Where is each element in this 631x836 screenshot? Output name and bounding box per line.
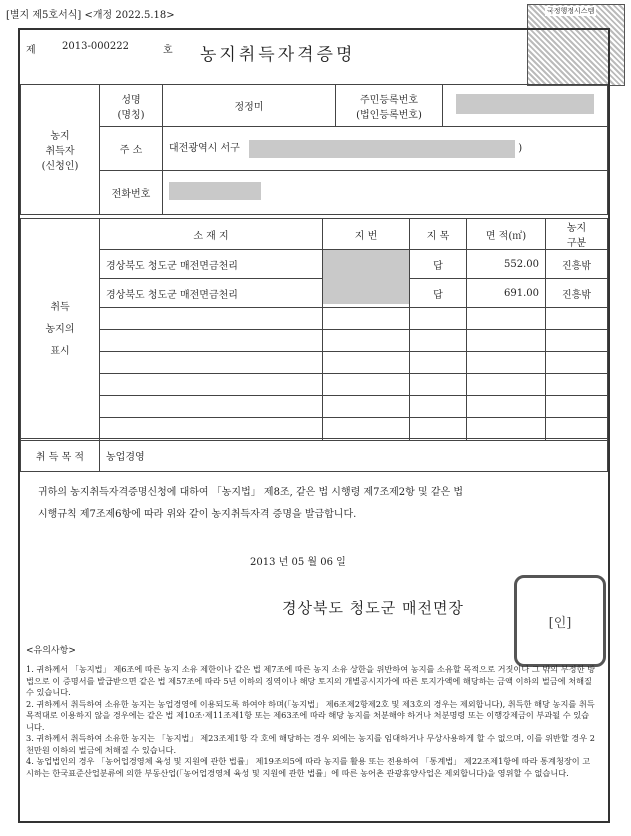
redacted-phone — [169, 182, 261, 200]
issue-date: 2013 년 05 월 06 일 — [250, 557, 346, 568]
cert-number: 2013-000222 — [62, 41, 130, 52]
name-label: 성명 (명칭) — [100, 85, 163, 127]
header-location: 소 재 지 — [100, 219, 323, 250]
notes-list — [26, 664, 596, 779]
table-row-empty — [21, 308, 608, 330]
note-item: 1. 귀하께서 「농지법」 제6조에 따른 농지 소유 제한이나 같은 법 제7조에 따른 농지 소유 상한을 위반하여 농지를 소유할 목적으로 거짓이나 그 밖의 부정한 방법으로 이 증명서를 발급받으면 같은 법 제57조에 따라 5년 이하의 징역이나 해당 토지의 개별공시지가에 따른 토지가액에 해당하는 금액 이하의 벌금에 처해질 수 있습니다. — [26, 664, 596, 697]
phone-label: 전화번호 — [100, 171, 163, 215]
form-label: [별지 제5호서식] <개정 2022.5.18> — [6, 10, 175, 21]
row-category: 답 — [410, 250, 467, 279]
body-text-line2: 시행규칙 제7조제6항에 따라 위와 같이 농지취득자격 증명을 발급합니다. — [38, 509, 357, 520]
row-location: 경상북도 청도군 매전면금천리 — [100, 250, 323, 279]
cert-ho-label: 호 — [163, 45, 173, 56]
redacted-lot — [323, 250, 409, 304]
purpose-table — [20, 438, 608, 472]
row-type: 진흥밖 — [546, 279, 608, 308]
applicant-section-label: 농지 취득자 (신청인) — [21, 85, 100, 215]
table-row — [21, 279, 608, 308]
address-label: 주 소 — [100, 127, 163, 171]
address-value: 대전광역시 서구 — [169, 143, 240, 155]
table-row-empty — [21, 396, 608, 418]
row-location: 경상북도 청도군 매전면금천리 — [100, 279, 323, 308]
applicant-name: 정정미 — [163, 85, 336, 127]
table-row-empty — [21, 352, 608, 374]
header-area: 면 적(㎡) — [467, 219, 546, 250]
address-cell — [163, 127, 608, 171]
header-category: 지 목 — [410, 219, 467, 250]
document-title: 농지취득자격증명 — [200, 45, 356, 65]
note-item: 2. 귀하께서 취득하여 소유한 농지는 농업경영에 이용되도록 하여야 하며(「농지법」 제6조제2항제2호 및 제3호의 경우는 제외합니다), 취득한 해당 농지를 취득목적대로 이용하지 않을 경우에는 같은 법 제10조·제11조제1항 또는 제63조에 따라 해당 농지를 처분해야 하거나 처분명령 또는 이행강제금이 부과될 수 있습니다. — [26, 698, 595, 732]
row-category: 답 — [410, 279, 467, 308]
id-number-label: 주민등록번호 (법인등록번호) — [336, 85, 443, 127]
row-type: 진흥밖 — [546, 250, 608, 279]
cert-no-label: 제 — [26, 45, 36, 56]
lot-cell — [323, 250, 410, 308]
land-table — [20, 218, 608, 441]
phone-cell — [163, 171, 608, 215]
row-area: 691.00 — [467, 279, 546, 308]
land-section-label: 취득 농지의 표시 — [21, 219, 100, 441]
redacted-address — [249, 140, 515, 158]
note-item: 4. 농업법인의 경우 「농어업경영체 육성 및 지원에 관한 법률」 제19조의5에 따라 농지를 활용 또는 전용하여 「통계법」 제22조제1항에 따라 통계청장이 고시하는 한국표준산업분류에 의한 부동산업(「농어업경영체 육성 및 지원에 관한 법률」에 따른 농어촌 관광휴양사업은 제외합니다)을 영위할 수 없습니다. — [26, 756, 591, 778]
purpose-value: 농업경영 — [100, 439, 608, 472]
notes-heading: <유의사항> — [26, 646, 76, 656]
table-row — [21, 250, 608, 279]
id-number-value — [443, 85, 608, 127]
seal-text: [인] — [548, 615, 572, 631]
applicant-table — [20, 84, 608, 215]
body-text-line1: 귀하의 농지취득자격증명신청에 대하여 「농지법」 제8조, 같은 법 시행령 제7조제2항 및 같은 법 — [38, 487, 463, 498]
table-row-empty — [21, 374, 608, 396]
address-close: ) — [518, 143, 523, 155]
issuer-name: 경상북도 청도군 매전면장 — [282, 599, 464, 617]
purpose-label: 취 득 목 적 — [21, 439, 100, 472]
note-item: 3. 귀하께서 취득하여 소유한 농지는 「농지법」 제23조제1항 각 호에 해당하는 경우 외에는 농지를 임대하거나 무상사용하게 할 수 없으며, 이를 위반할 경우 2천만원 이하의 벌금에 처해질 수 있습니다. — [26, 733, 595, 755]
qr-tag: 국정행정시스템 — [547, 7, 595, 15]
header-lot: 지 번 — [323, 219, 410, 250]
official-seal — [514, 575, 606, 667]
table-row-empty — [21, 330, 608, 352]
redacted-id — [456, 94, 594, 114]
row-area: 552.00 — [467, 250, 546, 279]
header-type: 농지 구분 — [546, 219, 608, 250]
